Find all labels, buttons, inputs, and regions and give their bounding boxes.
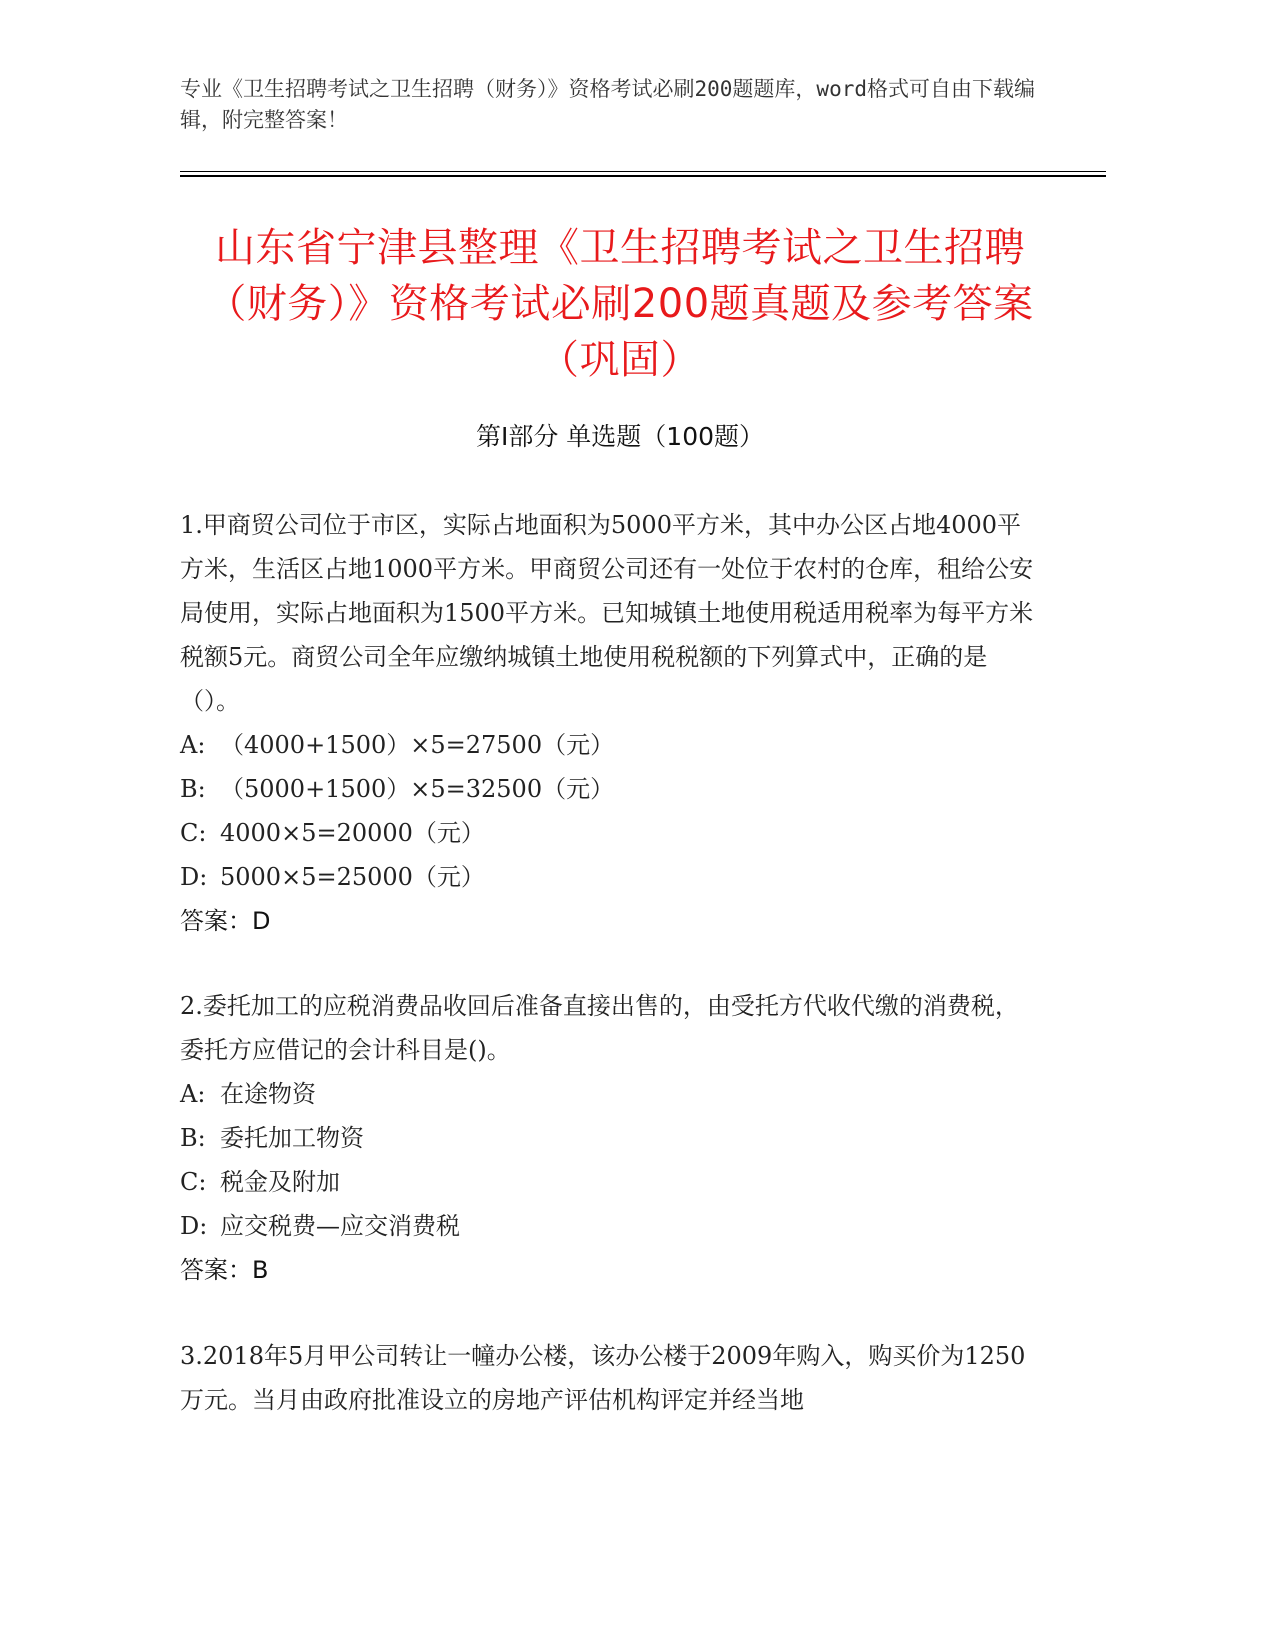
header-note: 专业《卫生招聘考试之卫生招聘（财务）》资格考试必刷200题题库，word格式可自由下载编辑，附完整答案！ [180,77,1035,132]
option-d [180,1204,1040,1248]
option-a [180,723,1040,767]
answer-line: 答案：D [180,907,271,935]
option-b [180,1116,1040,1160]
option-c [180,811,1040,855]
header-divider-thin [180,171,1106,172]
option-text: （4000+1500）×5=27500（元） [220,731,615,759]
option-letter: D: [180,863,208,891]
option-d [180,855,1040,899]
option-letter: C: [180,819,207,847]
option-letter: B: [180,1124,206,1152]
option-letter: B: [180,775,206,803]
option-text: 在途物资 [220,1080,316,1108]
question-stem: 2.委托加工的应税消费品收回后准备直接出售的，由受托方代收代缴的消费税，委托方应借记的会计科目是()。 [180,992,1019,1064]
option-a [180,1072,1040,1116]
header-divider-thick [180,175,1106,177]
option-letter: A: [180,1080,206,1108]
question-3 [180,1334,1040,1422]
question-1 [180,503,1040,943]
option-text: 应交税费—应交消费税 [220,1212,460,1240]
option-text: 税金及附加 [220,1168,340,1196]
option-letter: D: [180,1212,208,1240]
document-title: 山东省宁津县整理《卫生招聘考试之卫生招聘（财务）》资格考试必刷200题真题及参考答案（巩固） [206,225,1034,383]
answer-line: 答案：B [180,1256,269,1284]
question-stem: 1.甲商贸公司位于市区，实际占地面积为5000平方米，其中办公区占地4000平方米，生活区占地1000平方米。甲商贸公司还有一处位于农村的仓库，租给公安局使用，实际占地面积为1500平方米。已知城镇土地使用税适用税率为每平方米税额5元。商贸公司全年应缴纳城镇土地使用税税额的下列算式中，正确的是（）。 [180,511,1034,715]
option-text: 5000×5=25000（元） [220,863,485,891]
option-c [180,1160,1040,1204]
option-letter: C: [180,1168,207,1196]
section-title: 第Ⅰ部分 单选题（100题） [475,422,765,451]
option-text: 委托加工物资 [220,1124,364,1152]
option-text: （5000+1500）×5=32500（元） [220,775,615,803]
question-2 [180,984,1040,1292]
option-b [180,767,1040,811]
option-letter: A: [180,731,206,759]
question-stem: 3.2018年5月甲公司转让一幢办公楼，该办公楼于2009年购入，购买价为1250万元。当月由政府批准设立的房地产评估机构评定并经当地 [180,1342,1026,1414]
option-text: 4000×5=20000（元） [220,819,485,847]
